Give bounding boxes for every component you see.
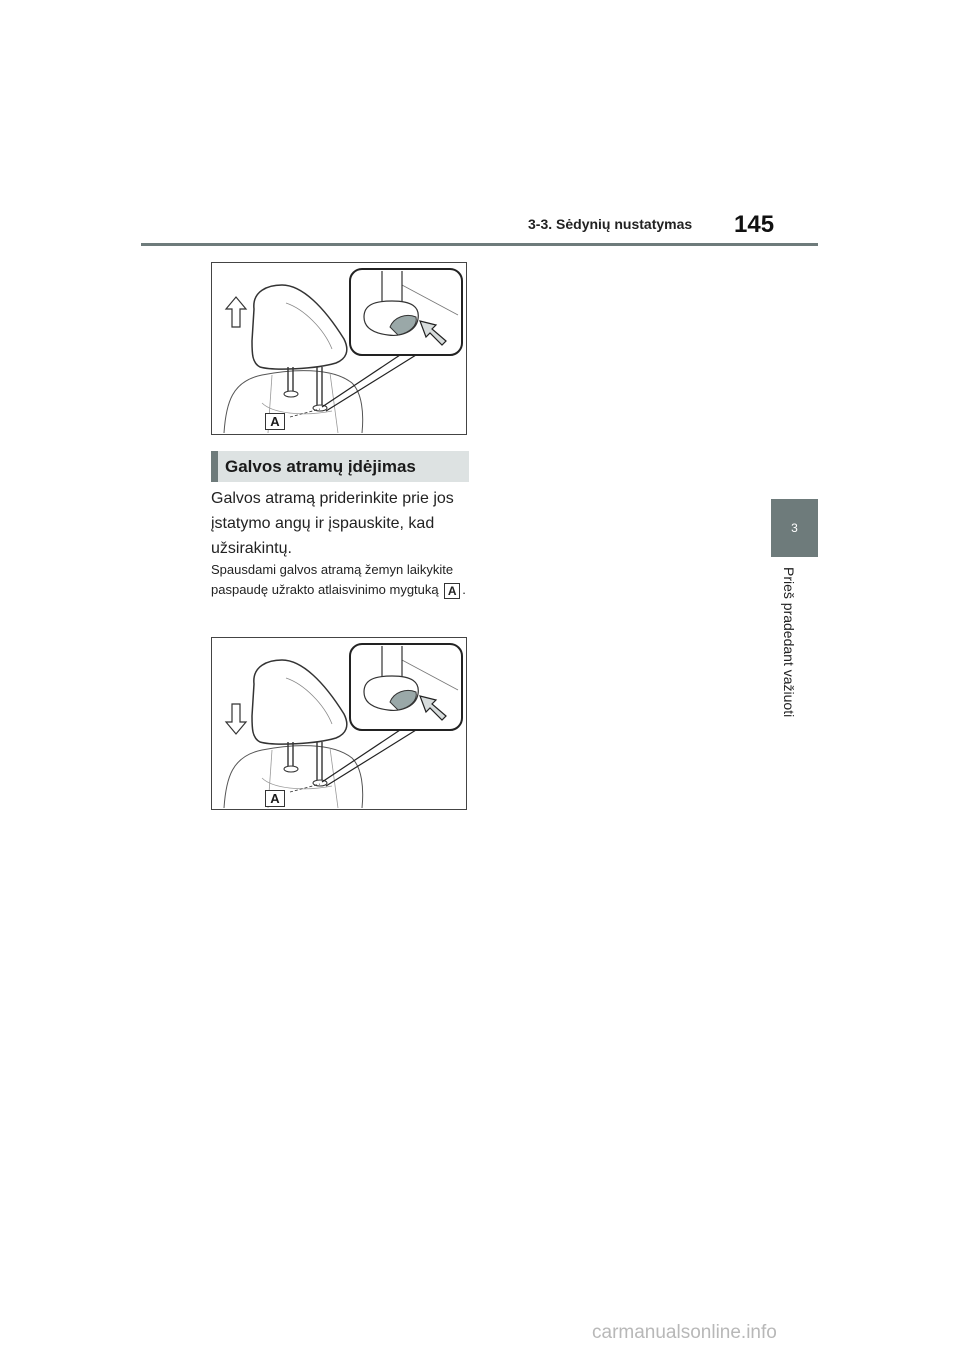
up-arrow-icon [226,297,246,327]
headrest-illustration [212,638,466,809]
note-text-after: . [462,582,466,597]
body-paragraph: Galvos atramą priderinkite prie jos įstatymo angų ir įspauskite, kad užsirakintų. [211,490,454,557]
chapter-tab: 3 [771,499,818,557]
chapter-title-vertical: Prieš pradedant važiuoti [781,567,797,718]
header-section-title: 3-3. Sėdynių nustatymas [528,216,693,232]
figure-headrest-down [211,637,467,810]
note-text-before: Spausdami galvos atramą žemyn laikykite paspaudę užrakto atlaisvinimo mygtuką [211,562,454,597]
callout-label-a: A [265,413,285,430]
page-number: 145 [734,211,775,238]
figure-headrest-up [211,262,467,435]
header-divider [141,243,818,246]
callout-label-a: A [265,790,285,807]
section-heading: Galvos atramų įdėjimas [211,451,469,482]
inline-callout-a: A [444,583,460,599]
headrest-illustration [212,263,466,434]
note-paragraph [211,560,471,600]
down-arrow-icon [226,704,246,734]
watermark: carmanualsonline.info [592,1322,777,1343]
